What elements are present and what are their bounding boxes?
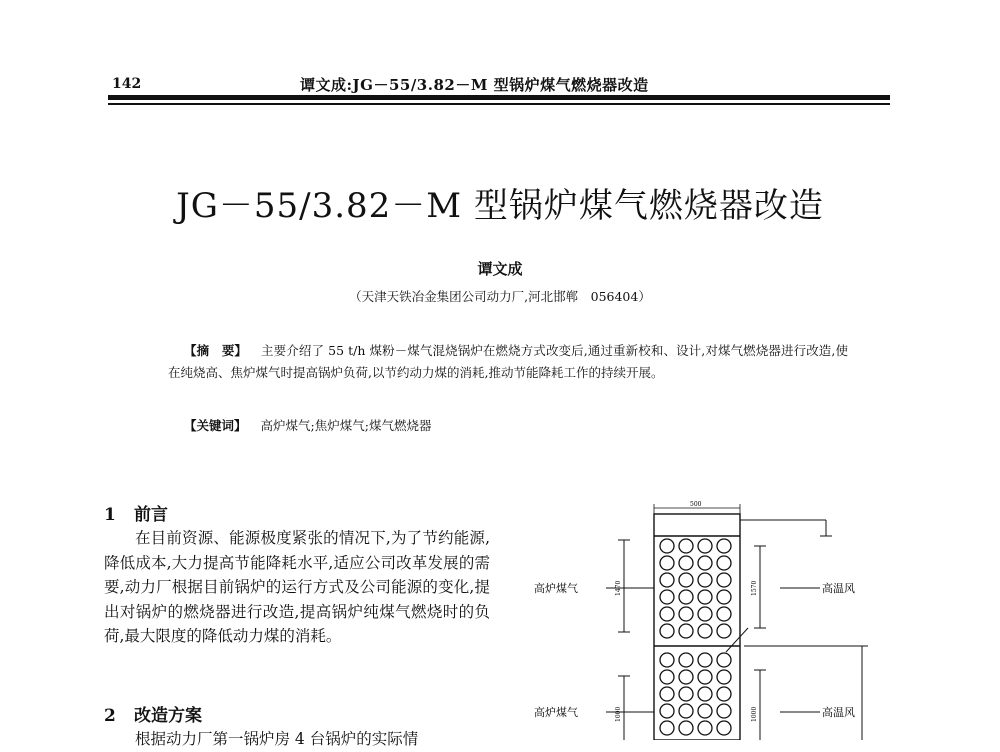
author: 谭文成 <box>477 260 523 278</box>
lower-nozzle-array <box>660 653 731 735</box>
abstract-text: 主要介绍了 55 t/h 煤粉－煤气混烧锅炉在燃烧方式改变后,通过重新校和、设计,对煤气燃烧器进行改造,使在纯烧高、焦炉煤气时提高锅炉负荷,以节约动力煤的消耗,推动节能降耗工作的持续开展。 <box>168 343 848 380</box>
section-title: 前言 <box>134 505 168 525</box>
dimension-text: 1570 <box>751 580 758 596</box>
burner-housing <box>654 514 740 740</box>
upper-nozzle-array <box>660 539 731 638</box>
dimension-text: 1470 <box>615 580 622 596</box>
section-number: 1 <box>104 505 116 525</box>
figure-label: 高温风 <box>822 582 855 595</box>
header-rule-thick <box>108 95 890 100</box>
figure-label: 高炉煤气 <box>534 582 578 595</box>
affiliation: （天津天铁冶金集团公司动力厂,河北邯郸 056404） <box>349 289 651 304</box>
paper-title: JG－55/3.82－M 型锅炉煤气燃烧器改造 <box>176 186 824 226</box>
page-number: 142 <box>112 76 142 92</box>
section-heading <box>104 500 168 525</box>
dimension-text: 500 <box>690 501 702 508</box>
figure-label: 高温风 <box>822 706 855 719</box>
burner-diagram <box>520 500 880 740</box>
figure-label: 高炉煤气 <box>534 706 578 719</box>
section-number: 2 <box>104 706 116 726</box>
running-header: 谭文成:JG－55/3.82－M 型锅炉煤气燃烧器改造 <box>300 76 649 94</box>
section-title: 改造方案 <box>134 706 202 726</box>
header-rule-thin <box>108 103 890 105</box>
dimension-text: 1000 <box>751 706 758 722</box>
keywords-label: 【关键词】 <box>184 418 247 433</box>
keywords <box>184 416 431 434</box>
keywords-text: 高炉煤气;焦炉煤气;煤气燃烧器 <box>260 418 432 433</box>
abstract <box>168 340 848 384</box>
dimension-text: 1000 <box>615 706 622 722</box>
abstract-label: 【摘 要】 <box>184 343 248 358</box>
section-heading <box>104 701 202 726</box>
section-body: 在目前资源、能源极度紧张的情况下,为了节约能源,降低成本,大力提高节能降耗水平,适应公司改革发展的需要,动力厂根据目前锅炉的运行方式及公司能源的变化,提出对锅炉的燃烧器进行改造,提高锅炉纯煤气燃烧时的负荷,最大限度的降低动力煤的消耗。 <box>104 529 490 645</box>
section-body: 根据动力厂第一锅炉房 4 台锅炉的实际情 <box>135 730 419 748</box>
